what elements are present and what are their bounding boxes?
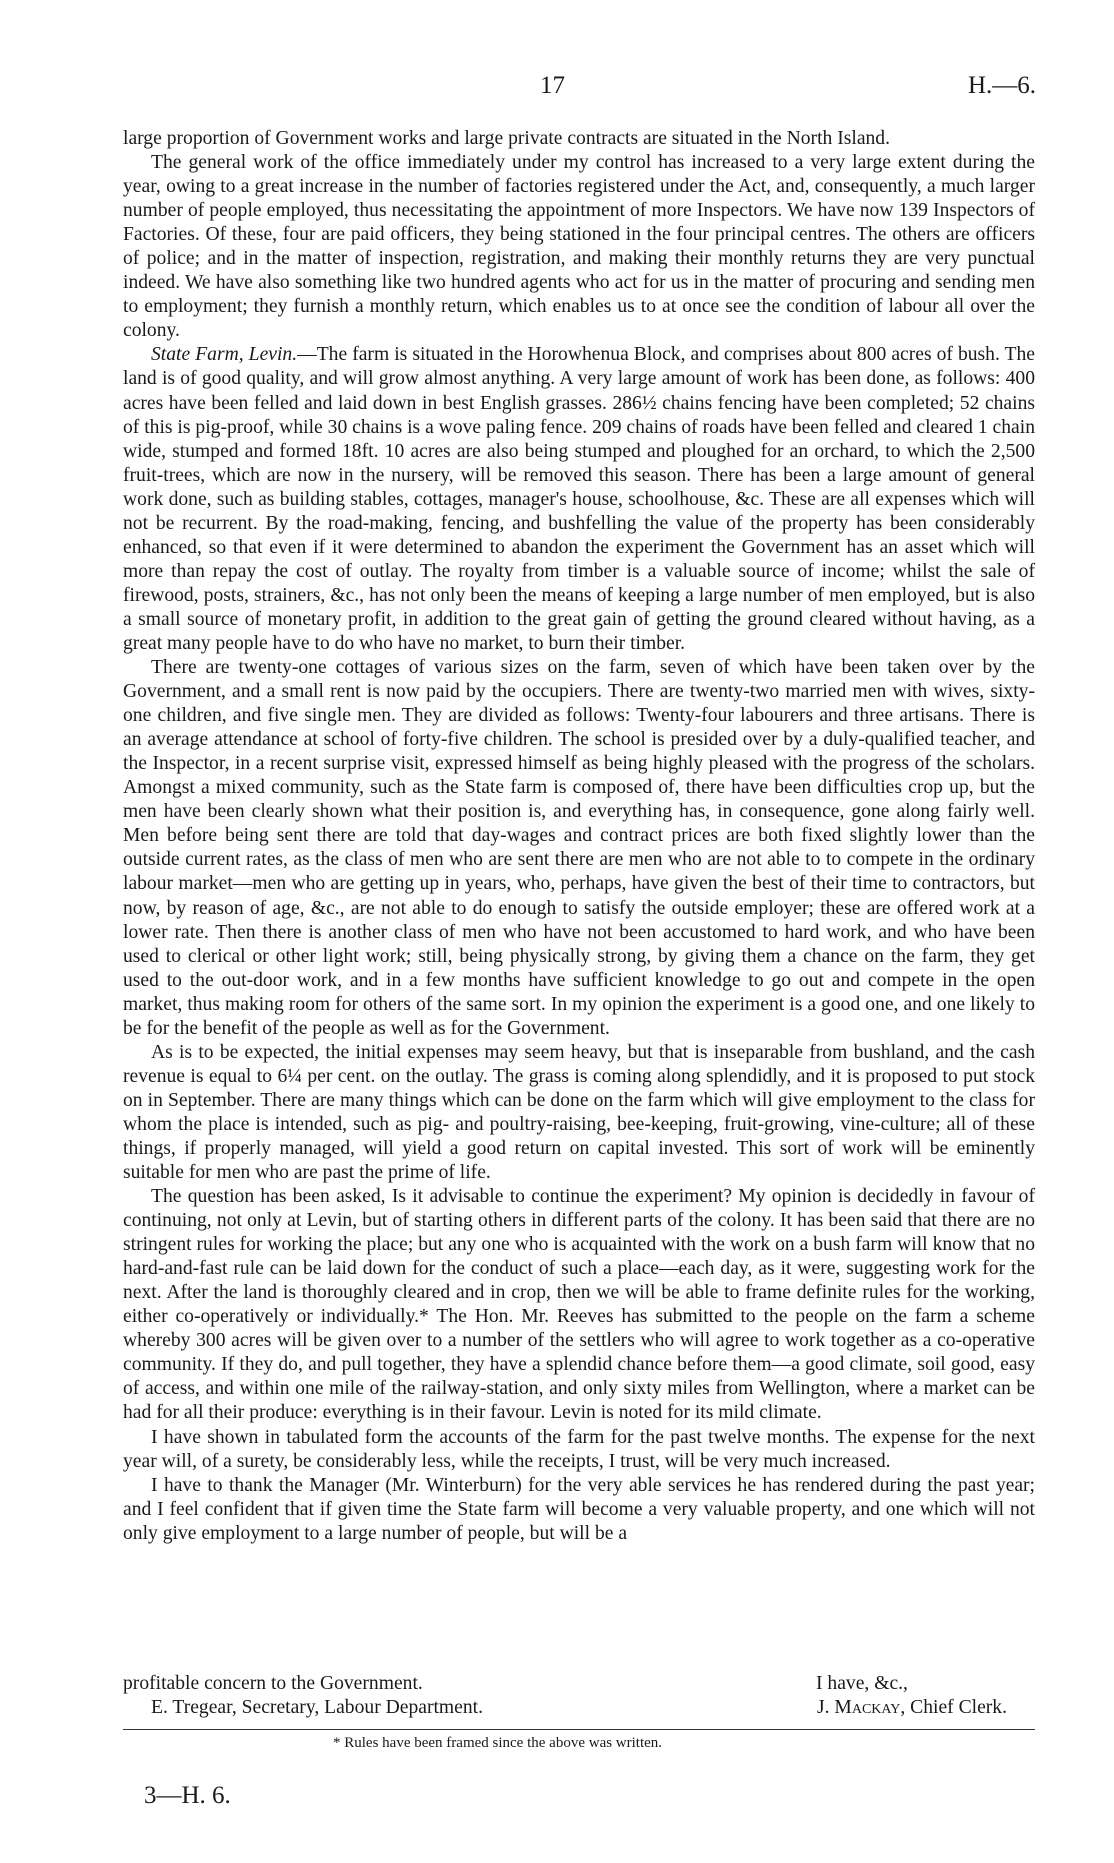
page-header bbox=[0, 72, 1114, 112]
sheet-signature-mark: 3—H. 6. bbox=[144, 1782, 231, 1809]
signer-name: Mackay bbox=[834, 1697, 901, 1718]
paragraph-accounts: I have shown in tabulated form the accounts of the farm for the past twelve months. The expense for the next year will, of a surety, be considerably less, while the receipts, I trust, will be very much increased. bbox=[123, 1426, 1035, 1472]
document-reference: H.—6. bbox=[967, 72, 1036, 99]
signer-title: , Chief Clerk. bbox=[900, 1697, 1007, 1718]
section-title-state-farm: State Farm, Levin. bbox=[151, 344, 298, 366]
paragraph-cottages: There are twenty-one cottages of various sizes on the farm, seven of which have been taken over by the Government, and a small rent is now paid by the occupiers. There are twenty-two married men with wives, sixty-one children, and five single men. They are divided as follows: Twenty-four labourers and three artisans. There is an average attendance at school of forty-five children. The school is presided over by a duly-qualified teacher, and the Inspector, in a recent surprise visit, expressed himself as being highly pleased with the progress of the scholars. Amongst a mixed community, such as the State farm is composed of, there have been difficulties crop up, but the men have been clearly shown what their position is, and everything has, in consequence, gone along fairly well. Men before being sent there are told that day-wages and contract prices are both fixed slightly lower than the outside current rates, as the class of men who are sent there are men who are not able to to compete in the ordinary labour market—men who are getting up in years, who, perhaps, have given the best of their time to contractors, but now, by reason of age, &c., are not able to do enough to satisfy the outside employer; these are offered work at a lower rate. Then there is another class of men who have not been accustomed to hard work, and who have been used to clerical or other light work; still, being physically strong, by giving them a chance on the farm, they get used to the out-door work, and in a few months have sufficient knowledge to go out and compete in the open market, thus making room for others of the same sort. In my opinion the experiment is a good one, and one likely to be for the benefit of the people as well as for the Government. bbox=[123, 657, 1035, 1039]
addressee: E. Tregear, Secretary, Labour Department. bbox=[151, 1697, 484, 1718]
signature-line bbox=[123, 1697, 1035, 1725]
paragraph-expenses: As is to be expected, the initial expenses may seem heavy, but that is inseparable from bushland, and the cash revenue is equal to 6¼ per cent. on the outlay. The grass is coming along splendidly, and it is proposed to put stock on in September. There are many things which can be done on the farm which will give employment to the class for whom the place is intended, such as pig- and poultry-raising, bee-keeping, fruit-growing, vine-culture; all of these things, if properly managed, will yield a good return on capital invested. This sort of work will be eminently suitable for men who are past the prime of life. bbox=[123, 1041, 1035, 1184]
closing-text: profitable concern to the Government. bbox=[123, 1673, 423, 1694]
page-number: 17 bbox=[540, 72, 565, 99]
report-body bbox=[123, 127, 1035, 1546]
paragraph-thanks: I have to thank the Manager (Mr. Winterburn) for the very able services he has rendered during the past year; and I feel confident that if given time the State farm will become a very valuable property, and one which will not only give employment to a large number of people, but will be a bbox=[123, 1474, 1035, 1544]
valediction: I have, &c., bbox=[816, 1673, 908, 1694]
paragraph-continuation: large proportion of Government works and large private contracts are situated in the North Island. bbox=[123, 128, 891, 149]
footnote-rule bbox=[123, 1729, 1035, 1730]
closing-line bbox=[123, 1673, 1035, 1699]
paragraph-question: The question has been asked, Is it advisable to continue the experiment? My opinion is decidedly in favour of continuing, not only at Levin, but of starting others in different parts of the colony. It has been said that there are no stringent rules for working the place; but any one who is acquainted with the work on a bush farm will know that no hard-and-fast rule can be laid down for the conduct of such a place—each day, as it were, suggesting work for the next. After the land is thoroughly cleared and in crop, then we will be able to frame definite rules for the working, either co-operatively or individually.* The Hon. Mr. Reeves has submitted to the people on the farm a scheme whereby 300 acres will be given over to a number of the settlers who will agree to work together as a co-operative community. If they do, and pull together, they have a splendid chance before them—a good climate, soil good, easy of access, and within one mile of the railway-station, and only sixty miles from Wellington, where a market can be had for all their produce: everything is in their favour. Levin is noted for its mild climate. bbox=[123, 1186, 1035, 1424]
paragraph-state-farm-text: —The farm is situated in the Horowhenua Block, and comprises about 800 acres of bush. The land is of good quality, and will grow almost anything. A very large amount of work has been done, as follows: 400 acres have been felled and laid down in best English grasses. 286½ chains fencing have been completed; 52 chains of this is pig-proof, while 30 chains is a wove paling fence. 209 chains of roads have been felled and cleared 1 chain wide, stumped and formed 18ft. 10 acres are also being stumped and ploughed for an orchard, to which the 2,500 fruit-trees, which are now in the nursery, will be removed this season. There has been a large amount of general work done, such as building stables, cottages, manager's house, schoolhouse, &c. These are all expenses which will not be recurrent. By the road-making, fencing, and bushfelling the value of the property has been considerably enhanced, so that even if it were determined to abandon the experiment the Government has an asset which will more than repay the cost of outlay. The royalty from timber is a valuable source of income; whilst the sale of firewood, posts, strainers, &c., has not only been the means of keeping a large number of men employed, but is also a small source of monetary profit, in addition to the great gain of getting the ground cleared without having, as a great many people have to do who have no market, to burn their timber. bbox=[123, 344, 1036, 654]
footnote: * Rules have been framed since the above was written. bbox=[333, 1735, 663, 1751]
signer bbox=[817, 1697, 1007, 1719]
signer-initial: J. bbox=[816, 1697, 835, 1718]
paragraph-office-work: The general work of the office immediately under my control has increased to a very large extent during the year, owing to a great increase in the number of factories registered under the Act, and, consequently, a much larger number of people employed, thus necessitating the appointment of more Inspectors. We have now 139 Inspectors of Factories. Of these, four are paid officers, they being stationed in the four principal centres. The others are officers of police; and in the matter of inspection, registration, and making their monthly returns they are very punctual indeed. We have also something like two hundred agents who act for us in the matter of procuring and sending men to employment; they furnish a monthly return, which enables us to at once see the condition of labour all over the colony. bbox=[123, 152, 1035, 342]
paragraph-state-farm bbox=[123, 343, 1035, 656]
